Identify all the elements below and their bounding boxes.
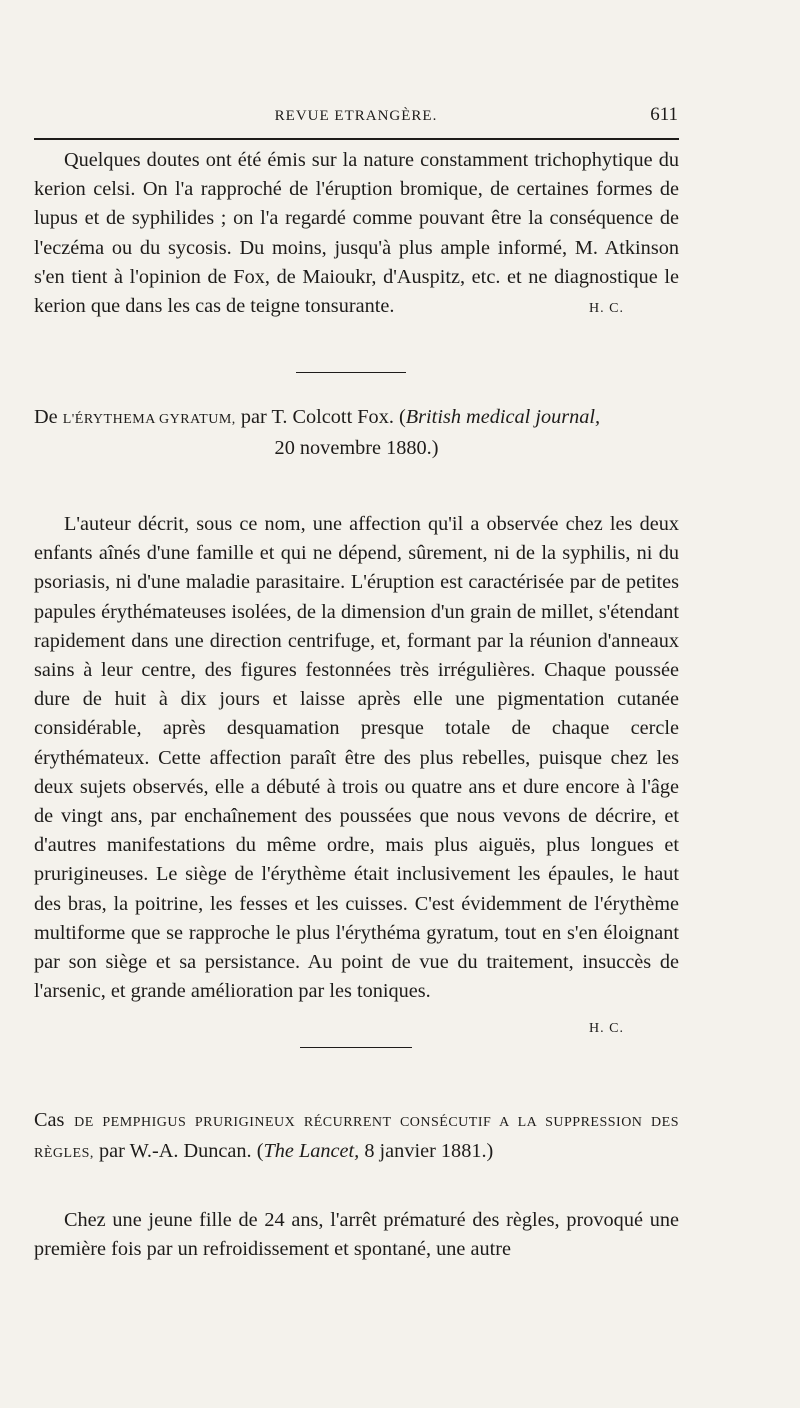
section3-title-cap: Cas xyxy=(34,1109,65,1131)
section2-date: 20 novembre 1880.) xyxy=(274,437,439,460)
section3-source: The Lancet, xyxy=(263,1140,360,1163)
section2-heading: De L'ÉRYTHEMA GYRATUM, par T. Colcott Fox. (British medical journal, 20 novembre 1880.) xyxy=(34,403,679,463)
section1-paragraph: Quelques doutes ont été émis sur la nature constamment trichophytique du kerion celsi. On l'a rapproché de l'éruption bromique, de certaines formes de lupus et de syphilides ; on l'a regardé comme pouvant être la conséquence de l'eczéma ou du sycosis. Du moins, jusqu'à plus ample informé, M. Atkinson s'en tient à l'opinion de Fox, de Maioukr, d'Auspitz, etc. et ne diagnostique le kerion que dans les cas de teigne tonsurante. H. C. xyxy=(34,146,679,321)
section3-heading: Cas DE PEMPHIGUS PRURIGINEUX RÉCURRENT CONSÉCUTIF A LA SUPPRESSION DES RÈGLES, par W.-A. Duncan. (The Lancet, 8 janvier 1881.) xyxy=(34,1109,679,1163)
section3-date: 8 janvier 1881.) xyxy=(364,1140,494,1163)
section2-signature: H. C. xyxy=(589,1021,624,1037)
section3-title: DE PEMPHIGUS PRURIGINEUX RÉCURRENT CONSÉCUTIF A LA SUPPRESSION DES RÈGLES, xyxy=(34,1115,679,1162)
page-header xyxy=(34,104,678,134)
section2-title: L'ÉRYTHEMA GYRATUM, xyxy=(62,412,236,427)
section-divider-2 xyxy=(300,1047,412,1048)
section3-body xyxy=(34,1206,679,1264)
section1-signature: H. C. xyxy=(589,301,624,317)
section2-by: par xyxy=(240,406,267,428)
section-divider-1 xyxy=(296,372,406,373)
section2-author: T. Colcott Fox. xyxy=(271,406,394,428)
section3-by: par xyxy=(98,1140,125,1163)
section3-author: W.-A. Duncan. xyxy=(129,1140,252,1163)
section1-body xyxy=(34,146,679,323)
section2-title-cap: De xyxy=(34,406,58,428)
header-rule xyxy=(34,138,679,140)
page-number: 611 xyxy=(650,104,678,125)
running-title: REVUE ETRANGÈRE. xyxy=(274,108,438,124)
section2-source: British medical journal, xyxy=(405,406,601,428)
section2-body xyxy=(34,510,679,1044)
section2-paragraph: L'auteur décrit, sous ce nom, une affection qu'il a observée chez les deux enfants aînés d'une famille et qui ne dépend, sûrement, ni de la syphilis, ni du psoriasis, ni d'une maladie parasitaire. L'éruption est caractérisée par de petites papules érythémateuses isolées, de la dimension d'un grain de millet, s'étendant rapidement dans une direction centrifuge, et, formant par la réunion d'anneaux sains à leur centre, des figures festonnées très irrégulières. Chaque poussée dure de huit à dix jours et laisse après elle une pigmentation cutanée considérable, après desquamation presque totale de chaque cercle érythémateux. Cette affection paraît être des plus rebelles, puisque chez les deux sujets observés, elle a débuté à trois ou quatre ans et dure encore à l'âge de vingt ans, par enchaînement des poussées que nous vevons de décrire, et d'autres manifestations du même ordre, mais plus aiguës, plus longues et prurigineuses. Le siège de l'érythème était inclusivement les épaules, le haut des bras, la poitrine, les fesses et les cuisses. C'est évidemment de l'érythème multiforme que se rapproche le plus l'érythéma gyratum, tout en s'en éloignant par son siège et sa persistance. Au point de vue du traitement, insuccès de l'arsenic, et grande amélioration par les toniques. xyxy=(34,513,679,1003)
section3-paragraph: Chez une jeune fille de 24 ans, l'arrêt prématuré des règles, provoqué une première fois par un refroidissement et spontané, une autre xyxy=(34,1209,679,1261)
